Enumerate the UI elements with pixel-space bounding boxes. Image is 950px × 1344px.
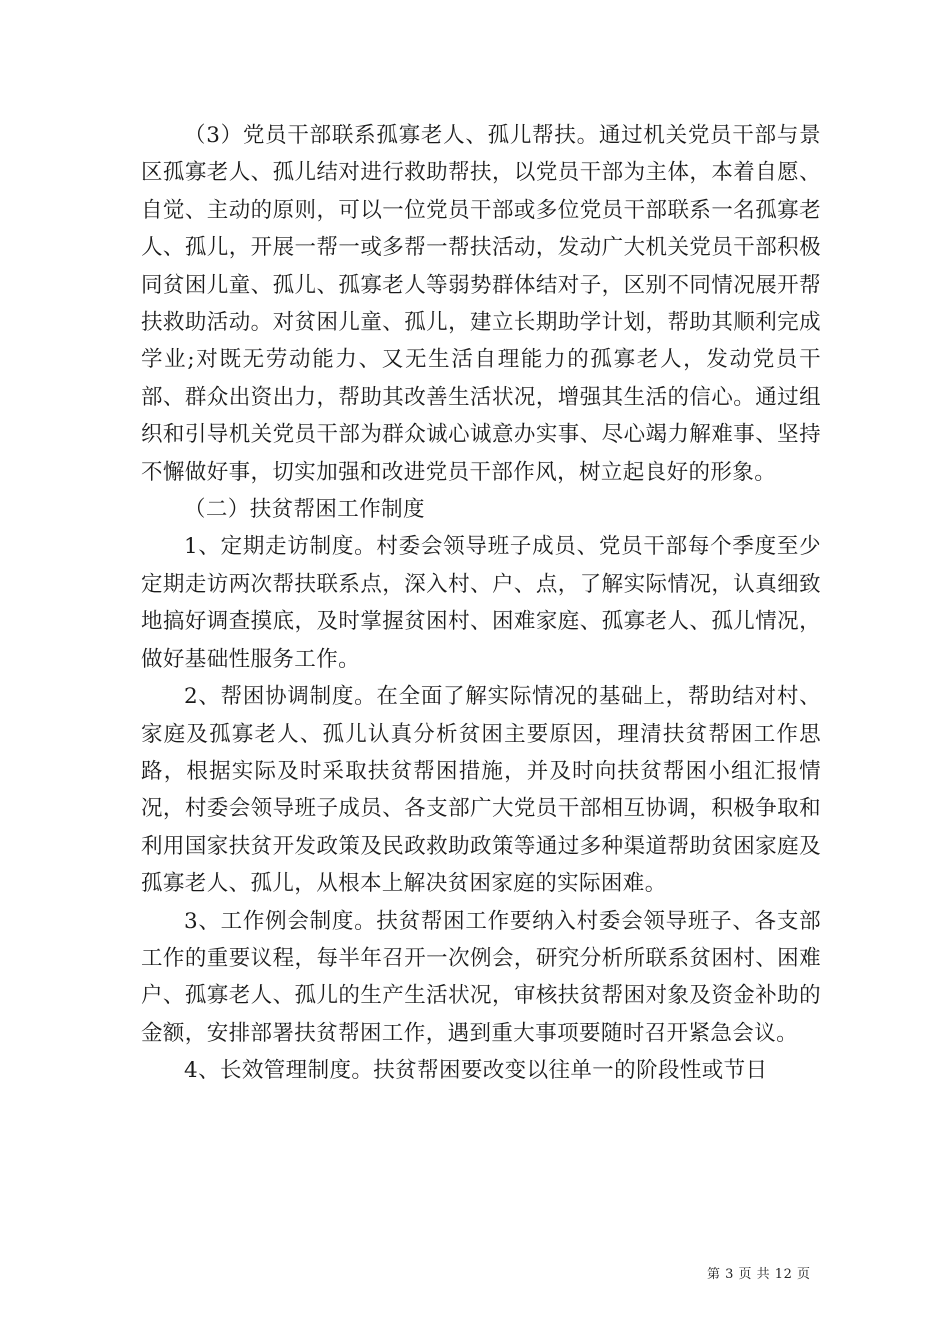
page-number-footer: 第 3 页 共 12 页 xyxy=(707,1267,811,1282)
paragraph-party-cadres-support: （3）党员干部联系孤寡老人、孤儿帮扶。通过机关党员干部与景区孤寡老人、孤儿结对进行救助帮扶，以党员干部为主体，本着自愿、自觉、主动的原则，可以一位党员干部或多位党员干部联系一名孤寡老人、孤儿，开展一帮一或多帮一帮扶活动，发动广大机关党员干部积极同贫困儿童、孤儿、孤寡老人等弱势群体结对子，区别不同情况展开帮扶救助活动。对贫困儿童、孤儿，建立长期助学计划，帮助其顺利完成学业;对既无劳动能力、又无生活自理能力的孤寡老人，发动党员干部、群众出资出力，帮助其改善生活状况，增强其生活的信心。通过组织和引导机关党员干部为群众诚心诚意办实事、尽心竭力解难事、坚持不懈做好事，切实加强和改进党员干部作风，树立起良好的形象。 xyxy=(141,123,821,485)
section-heading-poverty-system: （二）扶贫帮困工作制度 xyxy=(184,497,425,523)
document-body xyxy=(141,117,821,1090)
paragraph-coordination: 2、帮困协调制度。在全面了解实际情况的基础上，帮助结对村、家庭及孤寡老人、孤儿认真分析贫困主要原因，理清扶贫帮困工作思路，根据实际及时采取扶贫帮困措施，并及时向扶贫帮困小组汇报情况，村委会领导班子成员、各支部广大党员干部相互协调，积极争取和利用国家扶贫开发政策及民政救助政策等通过多种渠道帮助贫困家庭及孤寡老人、孤儿，从根本上解决贫困家庭的实际困难。 xyxy=(141,684,821,897)
paragraph-long-term-management: 4、长效管理制度。扶贫帮困要改变以往单一的阶段性或节日 xyxy=(184,1058,768,1084)
paragraph-work-meetings: 3、工作例会制度。扶贫帮困工作要纳入村委会领导班子、各支部工作的重要议程，每半年召开一次例会，研究分析所联系贫困村、困难户、孤寡老人、孤儿的生产生活状况，审核扶贫帮困对象及资金补助的金额，安排部署扶贫帮困工作，遇到重大事项要随时召开紧急会议。 xyxy=(141,908,821,1046)
paragraph-regular-visits: 1、定期走访制度。村委会领导班子成员、党员干部每个季度至少定期走访两次帮扶联系点，深入村、户、点，了解实际情况，认真细致地搞好调查摸底，及时掌握贫困村、困难家庭、孤寡老人、孤儿情况，做好基础性服务工作。 xyxy=(141,534,821,672)
